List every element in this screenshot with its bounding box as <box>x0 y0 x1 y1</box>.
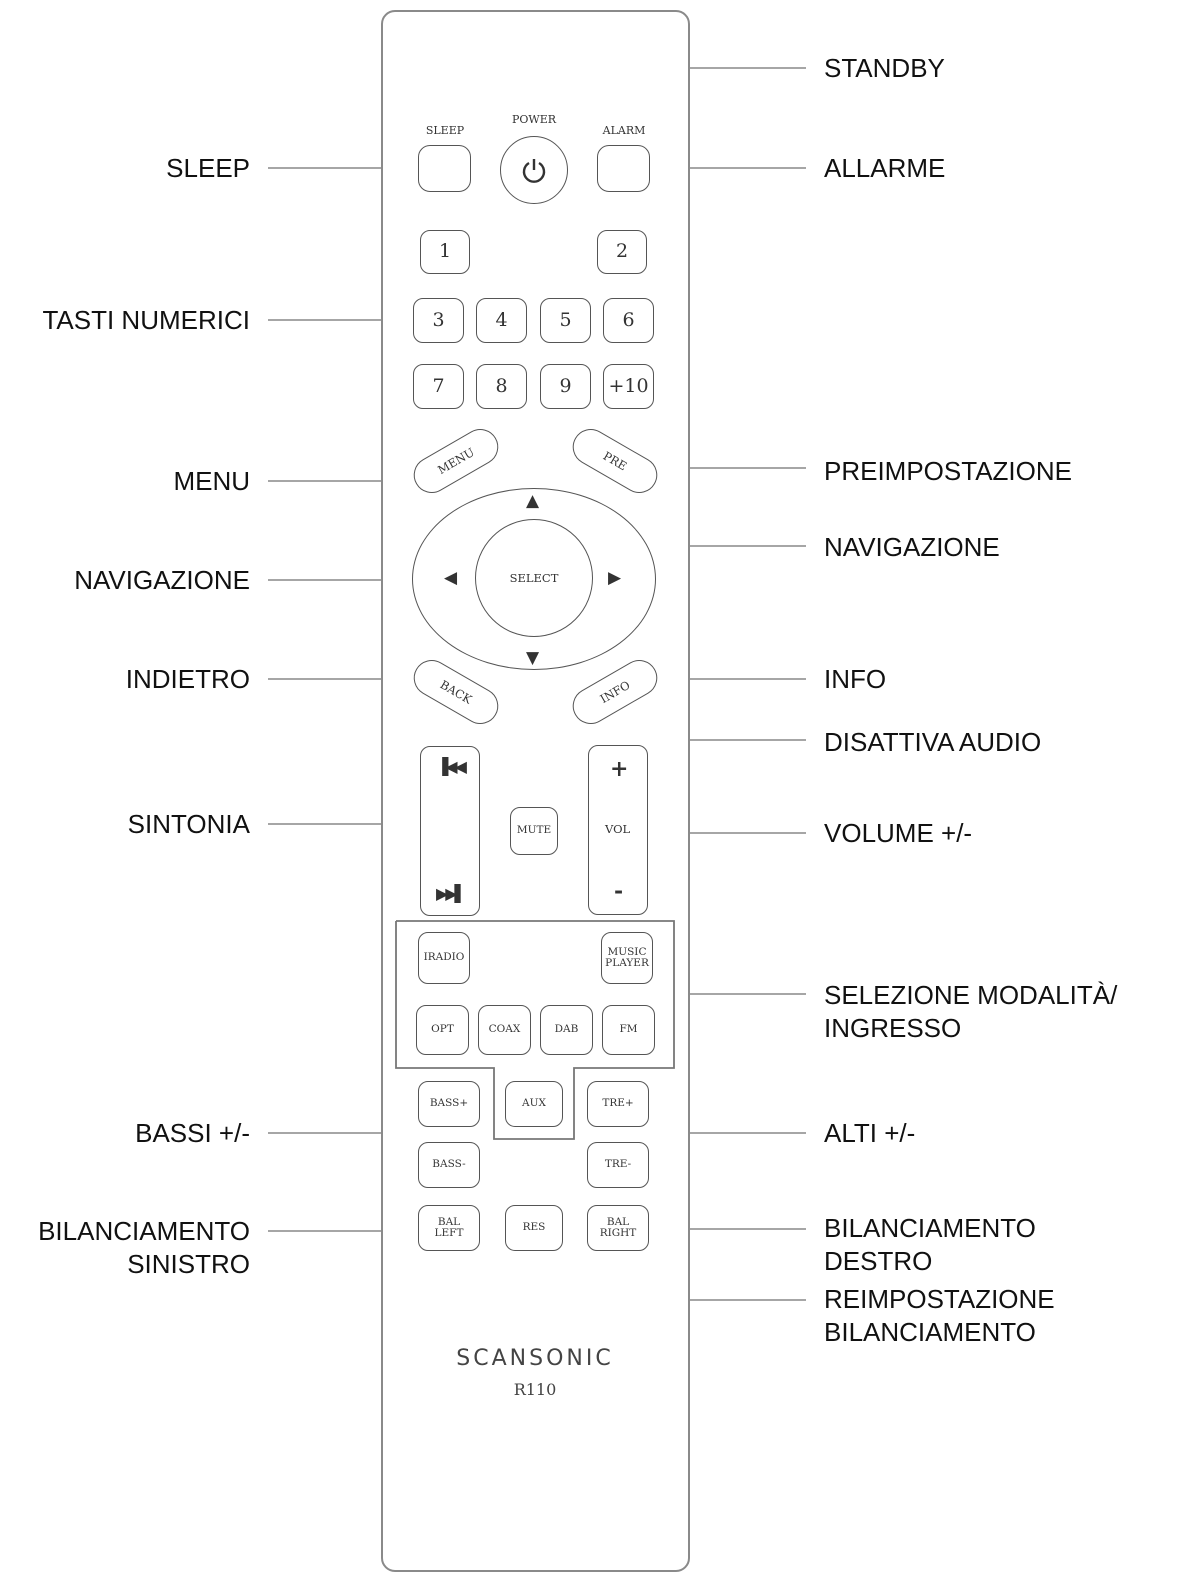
number-button-4[interactable]: 4 <box>476 298 527 343</box>
alarm-label: ALARM <box>602 124 646 137</box>
fm-button[interactable]: FM <box>602 1005 655 1055</box>
callout-alarm: ALLARME <box>824 153 946 183</box>
callout-numeric-keys: TASTI NUMERICI <box>42 305 250 335</box>
callout-info: INFO <box>824 664 887 694</box>
callout-mute: DISATTIVA AUDIO <box>824 727 1042 757</box>
select-button[interactable]: SELECT <box>475 519 593 637</box>
callout-balance-left-line1: BILANCIAMENTO <box>38 1216 250 1246</box>
coax-button[interactable]: COAX <box>478 1005 531 1055</box>
callout-navigation-left: NAVIGAZIONE <box>74 565 250 595</box>
volume-down-button[interactable]: - <box>614 878 624 904</box>
model-number: R110 <box>513 1380 557 1399</box>
balance-right-button[interactable]: BAL RIGHT <box>587 1205 649 1251</box>
pre-button[interactable]: PRE <box>566 422 664 499</box>
menu-button[interactable]: MENU <box>407 422 505 499</box>
number-button-3[interactable]: 3 <box>413 298 464 343</box>
number-button-7[interactable]: 7 <box>413 364 464 409</box>
number-button-2[interactable]: 2 <box>597 230 647 274</box>
sleep-label: SLEEP <box>425 124 465 137</box>
callout-balance-right-line2: DESTRO <box>824 1246 933 1277</box>
skip-forward-icon[interactable]: ▶▶▌ <box>436 884 464 903</box>
callout-reset-line1: REIMPOSTAZIONE <box>824 1284 1055 1314</box>
number-button-1[interactable]: 1 <box>420 230 470 274</box>
mute-button[interactable]: MUTE <box>510 807 558 855</box>
callout-balance-left-line2: SINISTRO <box>127 1249 250 1280</box>
balance-left-button[interactable]: BAL LEFT <box>418 1205 480 1251</box>
callout-balance-left <box>38 1215 250 1281</box>
number-button-plus10[interactable]: +10 <box>603 364 654 409</box>
skip-back-icon[interactable]: ▐◀◀ <box>436 757 464 776</box>
callout-menu: MENU <box>173 466 250 496</box>
aux-button[interactable]: AUX <box>505 1081 563 1127</box>
nav-left-arrow-icon[interactable]: ◀ <box>444 568 458 588</box>
callout-volume: VOLUME +/- <box>824 818 973 848</box>
treble-plus-button[interactable]: TRE+ <box>587 1081 649 1127</box>
iradio-button[interactable]: IRADIO <box>418 932 470 984</box>
callout-reset-balance <box>824 1283 1055 1349</box>
nav-down-arrow-icon[interactable]: ▼ <box>526 648 540 668</box>
callout-bass: BASSI +/- <box>135 1118 250 1148</box>
back-button[interactable]: BACK <box>407 653 505 730</box>
nav-right-arrow-icon[interactable]: ▶ <box>608 568 622 588</box>
treble-minus-button[interactable]: TRE- <box>587 1142 649 1188</box>
volume-up-button[interactable]: + <box>610 756 629 782</box>
volume-label: VOL <box>605 822 631 836</box>
callout-tuning: SINTONIA <box>127 809 250 839</box>
callout-mode-line2: INGRESSO <box>824 1013 962 1044</box>
info-button[interactable]: INFO <box>566 653 664 730</box>
opt-button[interactable]: OPT <box>416 1005 469 1055</box>
number-button-8[interactable]: 8 <box>476 364 527 409</box>
power-label: POWER <box>511 113 557 126</box>
callout-treble: ALTI +/- <box>824 1118 916 1148</box>
number-button-6[interactable]: 6 <box>603 298 654 343</box>
bass-plus-button[interactable]: BASS+ <box>418 1081 480 1127</box>
music-player-button[interactable]: MUSIC PLAYER <box>601 932 653 984</box>
reset-balance-button[interactable]: RES <box>505 1205 563 1251</box>
callout-navigation-right: NAVIGAZIONE <box>824 532 1000 562</box>
callout-back: INDIETRO <box>125 664 250 694</box>
callout-mode-selection <box>824 979 1117 1045</box>
callout-standby: STANDBY <box>824 53 945 83</box>
callout-balance-right-line1: BILANCIAMENTO <box>824 1213 1036 1243</box>
callout-reset-line2: BILANCIAMENTO <box>824 1317 1036 1348</box>
brand-logo: SCANSONIC <box>456 1346 614 1371</box>
number-button-9[interactable]: 9 <box>540 364 591 409</box>
callout-preset: PREIMPOSTAZIONE <box>824 456 1072 486</box>
dab-button[interactable]: DAB <box>540 1005 593 1055</box>
bass-minus-button[interactable]: BASS- <box>418 1142 480 1188</box>
nav-up-arrow-icon[interactable]: ▲ <box>526 491 540 511</box>
number-button-5[interactable]: 5 <box>540 298 591 343</box>
callout-balance-right <box>824 1212 1036 1278</box>
callout-mode-line1: SELEZIONE MODALITÀ/ <box>824 980 1118 1010</box>
callout-sleep: SLEEP <box>166 153 250 183</box>
